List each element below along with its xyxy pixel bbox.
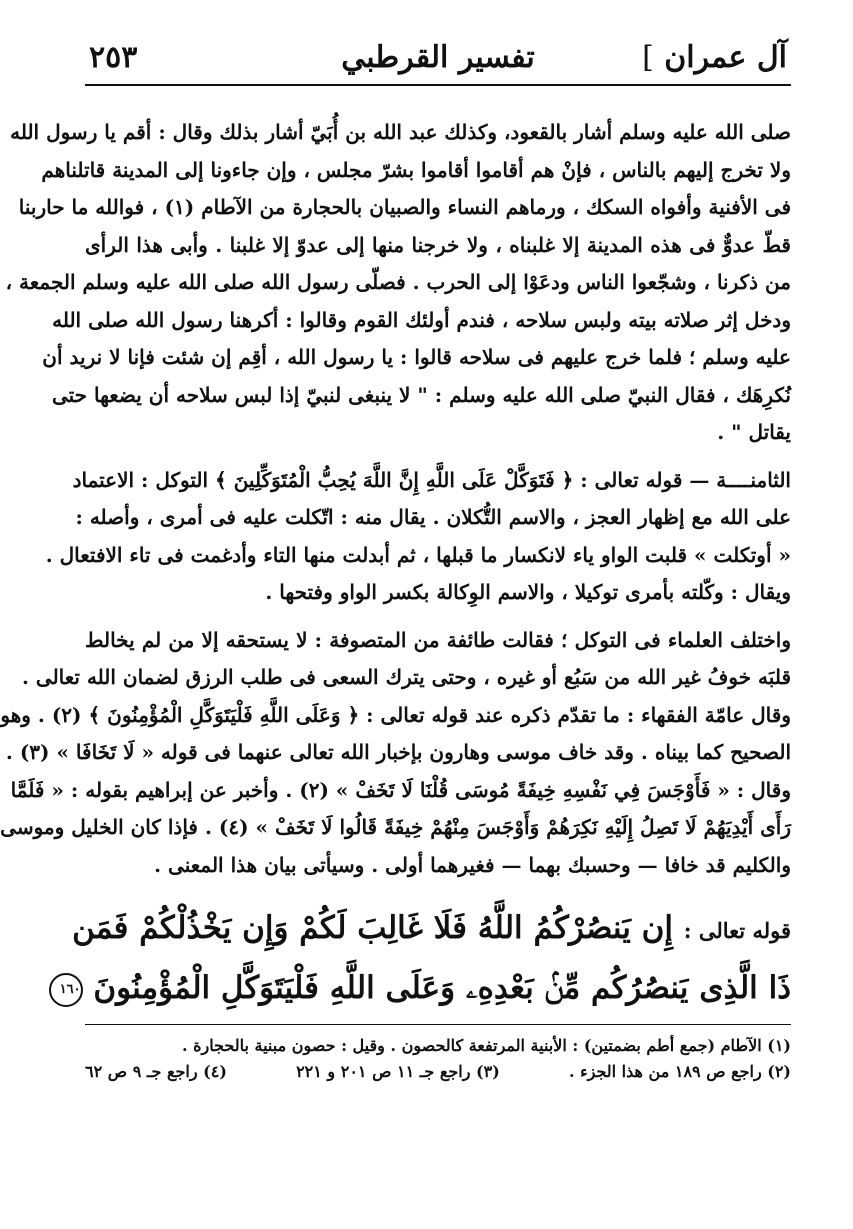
text-line: ولا تخرج إليهم بالناس ، فإنْ هم أقاموا أقاموا بشرّ مجلس ، وإن جاءونا إلى المدينة قاتلناهم [41,157,791,182]
text-line: واختلف العلماء فى التوكل ؛ فقالت طائفة من المتصوفة : لا يستحقه إلا من لم يخالط [85,627,791,652]
footnote-2 [85,1059,791,1085]
quran-verse-block [59,898,791,1025]
verse-label: قوله تعالى : [683,918,791,943]
verse-text: إِن يَنصُرْكُمُ اللَّهُ فَلَا غَالِبَ لَكُمْ وَإِن يَخْذُلْكُمْ فَمَن [72,910,673,946]
verse-line-2 [59,958,791,1018]
page [0,28,791,1085]
text-line: وقال عامّة الفقهاء : ما تقدّم ذكره عند قوله تعالى : ﴿ وَعَلَى اللَّهِ فَلْيَتَوَكَّلِ الْمُؤْمِنُونَ ﴾ (٢) . وهو [0,702,791,727]
footnotes [85,1033,791,1085]
paragraph-3 [0,622,791,885]
text-line: يقاتل " . [717,420,791,444]
text-line: فى الأفنية وأفواه السكك ، ورماهم النساء والصبيان بالحجارة من الآطام (١) ، فوالله ما حاربنا [18,195,791,219]
text-line: الصحيح كما بيناه . وقد خاف موسى وهارون بإخبار الله تعالى عنهما فى قوله « لَا تَخَافَا » (٣) . [5,740,791,764]
book-title: تفسير القرطبي [341,40,535,75]
verse-line-1 [72,898,791,958]
footnote-2c: (٤) راجع جـ ٩ ص ٦٢ [85,1062,227,1081]
text-line: صلى الله عليه وسلم أشار بالقعود، وكذلك عبد الله بن أُبَيّ أشار بذلك وقال : أقم يا رسول الله [10,120,791,144]
text-line: من ذكرنا ، وشجّعوا الناس ودعَوْا إلى الحرب . فصلّى رسول الله صلى الله عليه وسلم الجمعة ، [5,270,791,294]
footnote-2b: (٣) راجع جـ ١١ ص ٢٠١ و ٢٢١ [296,1062,500,1081]
paragraph-2 [45,462,791,612]
text-line: قطّ عدوٌّ فى هذه المدينة إلا غلبناه ، ولا خرجنا منها إلى عدوّ إلا غلبنا . وأبى هذا الرأى [85,232,791,257]
surah-name-text: آل عمران [664,40,787,75]
page-number: ٢٥٣ [89,40,138,75]
body-text [0,114,791,1085]
text-line: رَأَى أَيْدِيَهُمْ لَا تَصِلُ إِلَيْهِ نَكِرَهُمْ وَأَوْجَسَ مِنْهُمْ خِيفَةً قَالُوا لَا تَخَفْ » (٤) . فإذا كان الخليل وموسى [0,815,791,839]
ayah-number-marker: ١٦٠ [49,973,83,1007]
footnote-1: (١) الآطام (جمع أطم بضمتين) : الأبنية المرتفعة كالحصون . وقيل : حصون مبنية بالحجارة . [181,1036,791,1055]
text-line: ويقال : وكّلته بأمرى توكيلا ، والاسم الوِكالة بكسر الواو وفتحها . [265,580,791,604]
page-header [85,28,791,86]
text-line: ودخل إثر صلاته بيته ولبس سلاحه ، فندم أولئك القوم وقالوا : أكرهنا رسول الله صلى الله [52,307,791,332]
text-line: الثامنــــة — قوله تعالى : ﴿ فَتَوَكَّلْ عَلَى اللَّهِ إِنَّ اللَّهَ يُحِبُّ الْمُتَوَكِّلِينَ ﴾ التوكل : الاعتماد [72,467,791,492]
text-line: « أوتكلت » قلبت الواو ياء لانكسار ما قبلها ، ثم أبدلت منها التاء وأدغمت فى تاء الافتعال . [45,542,791,567]
text-line: نُكرِهَك ، فقال النبيّ صلى الله عليه وسلم : " لا ينبغى لنبيّ إذا لبس سلاحه أن يضعها حتى [51,382,791,407]
text-line: وقال : « فَأَوْجَسَ فِي نَفْسِهِ خِيفَةً مُوسَى قُلْنَا لَا تَخَفْ » (٢) . وأخبر عن إبراهيم بقوله : « فَلَمَّا [10,777,791,802]
verse-text: ذَا الَّذِى يَنصُرُكُم مِّنۢ بَعْدِهِۦ وَعَلَى اللَّهِ فَلْيَتَوَكَّلِ الْمُؤْمِنُونَ [93,970,791,1006]
text-line: قلبَه خوفُ غير الله من سَبُع أو غيره ، وحتى يترك السعى فى طلب الرزق لضمان الله تعالى . [21,665,791,689]
text-line: والكليم قد خافا — وحسبك بهما — فغيرهما أولى . وسيأتى بيان هذا المعنى . [154,852,791,877]
paragraph-1 [5,114,791,452]
header-bracket: ] [642,40,654,75]
footnote-2a: (٢) راجع ص ١٨٩ من هذا الجزء . [568,1062,791,1081]
text-line: عليه وسلم ؛ فلما خرج عليهم فى سلاحه قالوا : يا رسول الله ، أقِم إن شئت فإنا لا نريد أن [42,345,791,369]
text-line: على الله مع إظهار العجز ، والاسم التُّكلان . يقال منه : اتّكلت عليه فى أمرى ، وأصله : [75,505,791,529]
